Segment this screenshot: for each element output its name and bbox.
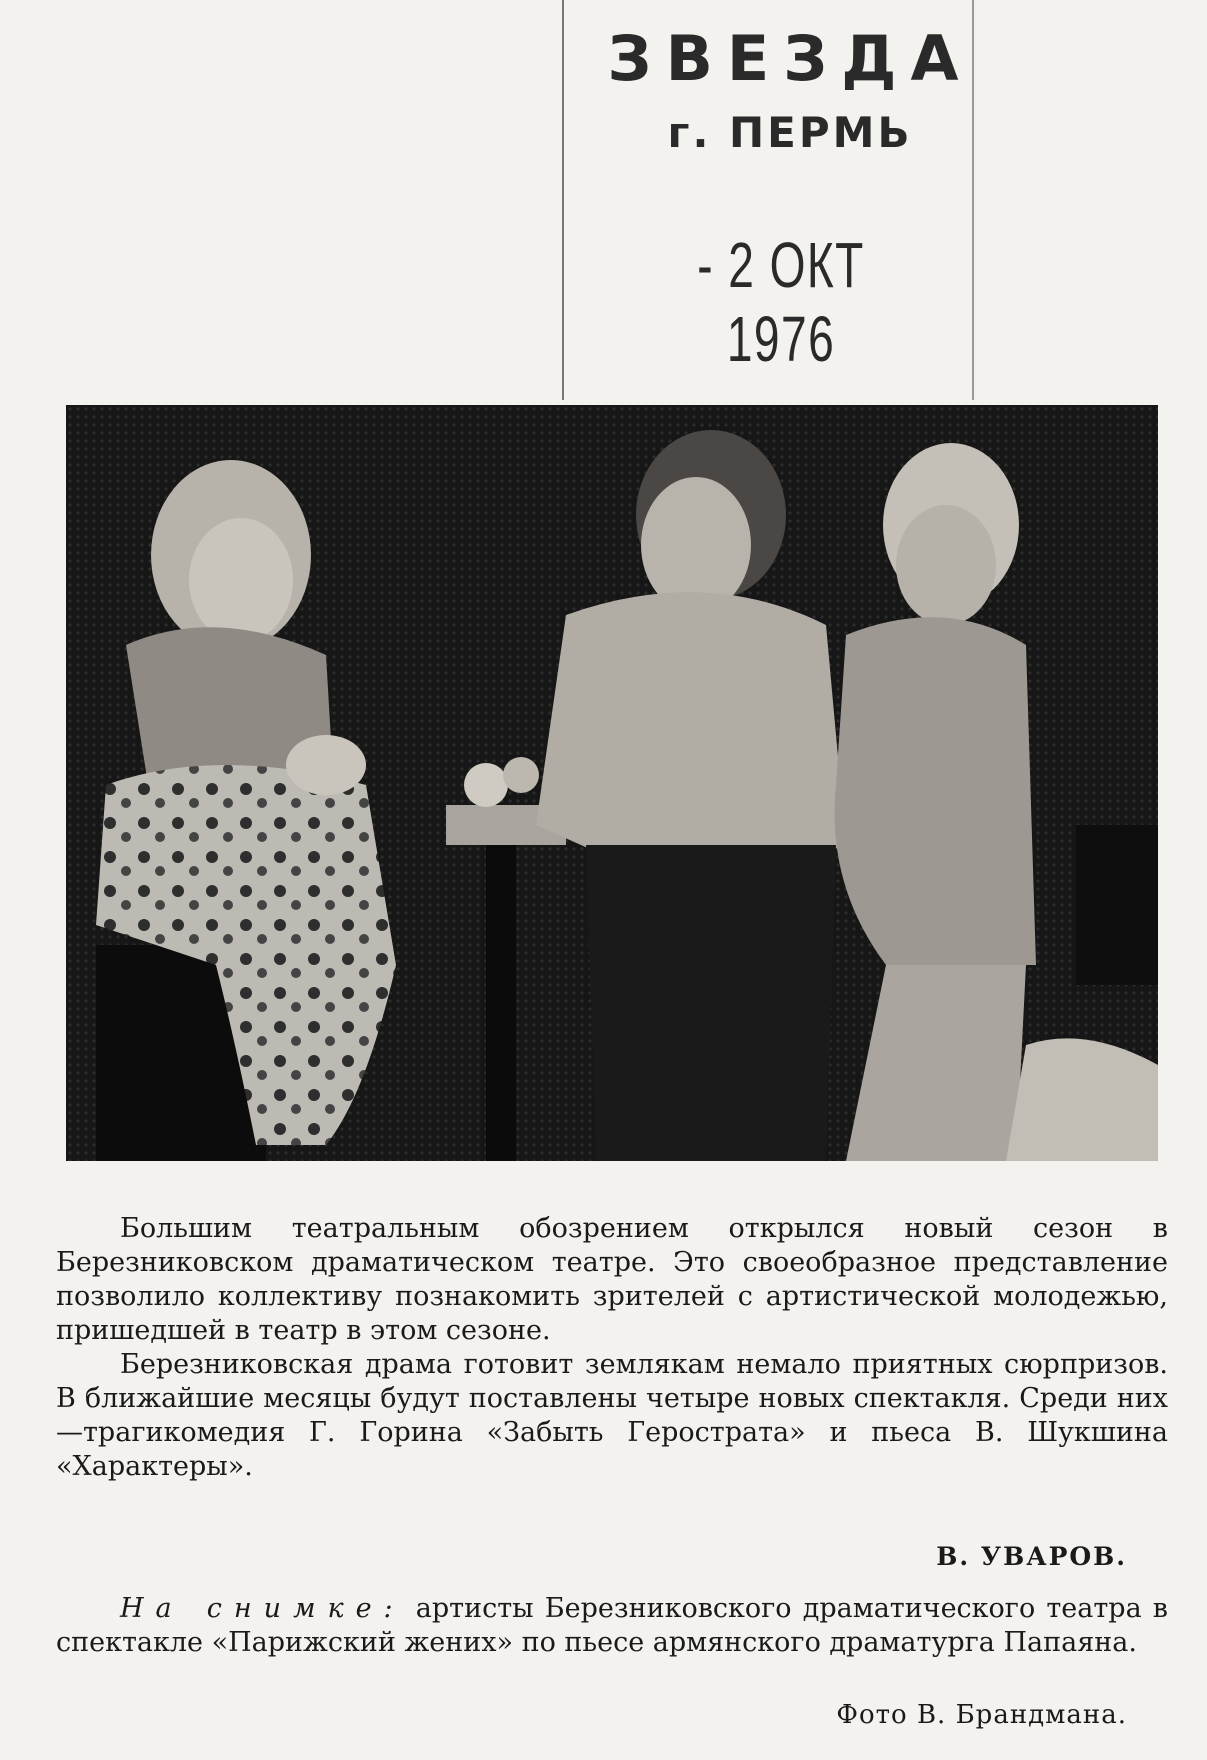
stage-photo-icon xyxy=(66,405,1158,1161)
newspaper-stamp: ЗВЕЗДА xyxy=(607,22,973,95)
caption-text: артисты Березниковского драматического театра в спектакле «Парижский жених» по пьесе армянского драматурга Папаяна. xyxy=(56,1593,1168,1658)
article-body xyxy=(56,1212,1168,1484)
city-stamp: г. ПЕРМЬ xyxy=(667,108,913,157)
photo-caption xyxy=(56,1592,1168,1660)
photo-credit: Фото В. Брандмана. xyxy=(836,1700,1127,1730)
date-stamp: - 2 ОКТ 1976 xyxy=(697,229,865,375)
article-paragraph: Большим театральным обозрением открылся новый сезон в Березниковском драматическом театре. Это своеобразное представление позволило коллективу познакомить зрителей с артистической молодежью, пришедшей в театр в этом сезоне. xyxy=(56,1213,1168,1346)
caption-lead: На снимке: xyxy=(120,1593,405,1624)
stage-photo xyxy=(66,405,1158,1161)
article-paragraph: Березниковская драма готовит землякам немало приятных сюрпризов. В ближайшие месяцы будут поставлены четыре новых спектакля. Среди них—трагикомедия Г. Горина «Забыть Герострата» и пьеса В. Шукшина «Характеры». xyxy=(56,1349,1168,1482)
article-author: В. УВАРОВ. xyxy=(936,1542,1127,1571)
